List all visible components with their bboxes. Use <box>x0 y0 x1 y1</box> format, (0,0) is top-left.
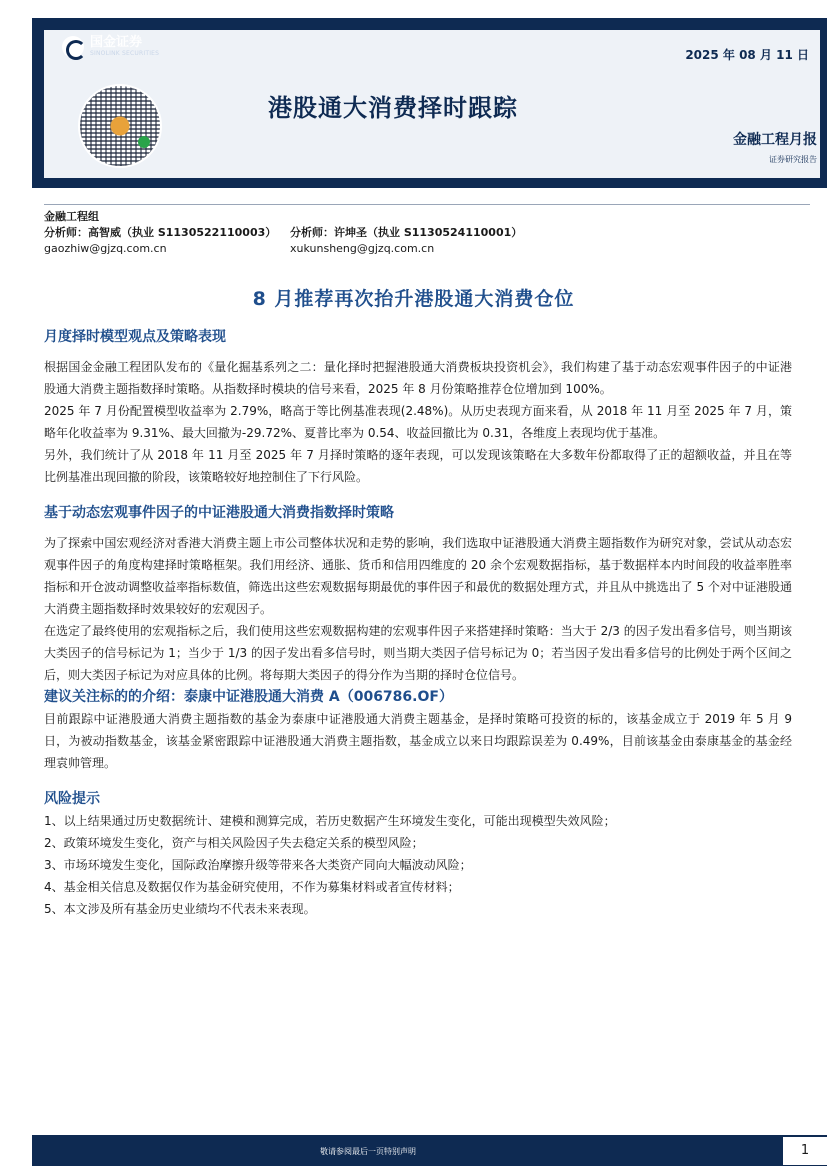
paragraph: 在选定了最终使用的宏观指标之后，我们使用这些宏观数据构建的宏观事件因子来搭建择时策略：当大于 2/3 的因子发出看多信号，则当期该大类因子的信号标记为 1；当少于 1/3 的因子发出看多信号时，则当期大类因子信号标记为 0；若当因子发出看多信号的比例处于两个区间之后，则大类因子标记为对应具体的比例。将每期大类因子的得分作为当期的择时仓位信号。 <box>44 624 792 682</box>
logo-name-cn: 国金证券 <box>90 35 143 50</box>
report-type: 金融工程月报 <box>733 132 817 148</box>
section-heading: 月度择时模型观点及策略表现 <box>44 329 226 345</box>
analyst-2-email[interactable]: xukunsheng@gjzq.com.cn <box>290 242 435 255</box>
section-heading: 风险提示 <box>44 791 100 807</box>
paragraph: 另外，我们统计了从 2018 年 11 月至 2025 年 7 月择时策略的逐年表现，可以发现该策略在大多数年份都取得了正的超额收益，并且在等比例基准出现回撤的阶段，该策略较好地控制住了下行风险。 <box>44 448 792 484</box>
analyst-1: 分析师：高智威（执业 S1130522110003） <box>44 226 277 239</box>
divider <box>44 204 810 205</box>
analyst-2: 分析师：许坤圣（执业 S1130524110001） <box>290 226 523 239</box>
section-heading: 建议关注标的的介绍：泰康中证港股通大消费 A（006786.OF） <box>44 689 453 705</box>
list-item: 2、政策环境发生变化，资产与相关风险因子失去稳定关系的模型风险； <box>44 836 424 850</box>
list-item: 5、本文涉及所有基金历史业绩均不代表未来表现。 <box>44 902 316 916</box>
logo-name-en: SINOLINK SECURITIES <box>90 50 160 57</box>
wechat-icon <box>138 136 150 148</box>
paragraph: 2025 年 7 月份配置模型收益率为 2.79%，略高于等比例基准表现(2.48%)。从历史表现方面来看，从 2018 年 11 月至 2025 年 7 月，策略年化收益率为 9.31%、最大回撤为-29.72%、夏普比率为 0.54、收益回撤比为 0.31，各维度上表现均优于基准。 <box>44 404 792 440</box>
report-subtype: 证券研究报告 <box>769 155 817 164</box>
paragraph: 为了探索中国宏观经济对香港大消费主题上市公司整体状况和走势的影响，我们选取中证港股通大消费主题指数作为研究对象，尝试从动态宏观事件因子的角度构建择时策略框架。我们用经济、通胀、货币和信用四维度的 20 余个宏观数据指标，基于数据样本内时间段的收益率胜率指标和开仓波动调整收益率指标数值，筛选出这些宏观数据每期最优的事件因子和最优的数据处理方式，并且从中挑选出了 5 个对中证港股通大消费主题指数择时效果较好的宏观因子。 <box>44 536 792 616</box>
author-block <box>44 209 522 257</box>
document-title: 8 月推荐再次抬升港股通大消费仓位 <box>252 288 575 310</box>
company-logo <box>62 36 159 58</box>
team-name: 金融工程组 <box>44 210 99 223</box>
report-body <box>44 326 792 920</box>
paragraph: 目前跟踪中证港股通大消费主题指数的基金为泰康中证港股通大消费主题基金，是择时策略可投资的标的，该基金成立于 2019 年 5 月 9 日，为被动指数基金，该基金紧密跟踪中证港股通大消费主题指数，基金成立以来日均跟踪误差为 0.49%，目前该基金由泰康基金的基金经理袁帅管理。 <box>44 712 792 770</box>
footer-bar <box>32 1135 827 1166</box>
list-item: 4、基金相关信息及数据仅作为基金研究使用，不作为募集材料或者宣传材料； <box>44 880 460 894</box>
section-heading: 基于动态宏观事件因子的中证港股通大消费指数择时策略 <box>44 505 394 521</box>
list-item: 1、以上结果通过历史数据统计、建模和测算完成，若历史数据产生环境发生变化，可能出现模型失效风险； <box>44 814 616 828</box>
logo-icon <box>62 36 84 58</box>
footer-disclaimer: 敬请参阅最后一页特别声明 <box>320 1147 416 1156</box>
paragraph: 根据国金金融工程团队发布的《量化掘基系列之二：量化择时把握港股通大消费板块投资机会》，我们构建了基于动态宏观事件因子的中证港股通大消费主题指数择时策略。从指数择时模块的信号来看，2025 年 8 月份策略推荐仓位增加到 100%。 <box>44 360 792 396</box>
page-number: 1 <box>783 1137 827 1165</box>
list-item: 3、市场环境发生变化，国际政治摩擦升级等带来各大类资产同向大幅波动风险； <box>44 858 472 872</box>
analyst-1-email[interactable]: gaozhiw@gjzq.com.cn <box>44 242 167 255</box>
qr-code-icon <box>78 84 162 168</box>
report-date: 2025 年 08 月 11 日 <box>685 48 809 62</box>
report-series-title: 港股通大消费择时跟踪 <box>268 94 518 122</box>
